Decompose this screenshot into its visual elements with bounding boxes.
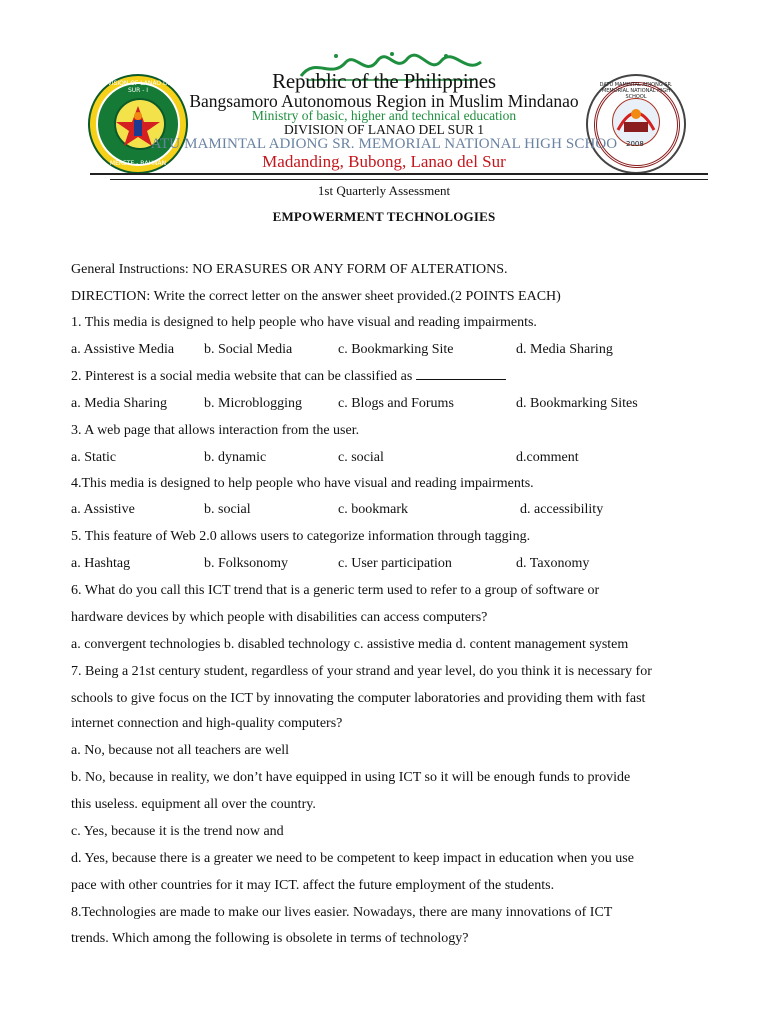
- question-3: 3. A web page that allows interaction from the user.: [71, 423, 360, 438]
- choice-1a: a. Assistive Media: [71, 342, 175, 357]
- subject-title: EMPOWERMENT TECHNOLOGIES: [272, 209, 496, 224]
- question-2-text: 2. Pinterest is a social media website that can be classified as: [71, 369, 413, 384]
- question-5: 5. This feature of Web 2.0 allows users to categorize information through tagging.: [71, 529, 531, 544]
- question-8-cont: trends. Which among the following is obsolete in terms of technology?: [71, 931, 469, 946]
- logo-arc-text: DATU MAMINTAL ADIONG SR. MEMORIAL NATIONAL HIGH SCHOOL: [599, 82, 673, 100]
- header-divider: [90, 173, 708, 175]
- ministry-heading: Ministry of basic, higher and technical education: [251, 108, 517, 123]
- question-6-cont: hardware devices by which people with disabilities can access computers?: [71, 610, 488, 625]
- logo-year: 2008: [626, 140, 644, 148]
- choice-3d: d.comment: [516, 450, 579, 465]
- choice-5c: c. User participation: [338, 556, 452, 571]
- question-7-cont: internet connection and high-quality computers?: [71, 716, 343, 731]
- choice-3a: a. Static: [71, 450, 117, 465]
- choice-2b: b. Microblogging: [204, 396, 302, 411]
- answer-blank: [416, 369, 506, 380]
- school-heading: ATU MAMINTAL ADIONG SR. MEMORIAL NATIONAL HIGH SCHOO: [150, 136, 618, 152]
- republic-heading: Republic of the Philippines: [272, 69, 496, 93]
- choice-1d: d. Media Sharing: [516, 342, 613, 357]
- direction: DIRECTION: Write the correct letter on the answer sheet provided.(2 POINTS EACH): [71, 289, 561, 304]
- choice-4c: c. bookmark: [338, 502, 408, 517]
- choice-2d: d. Bookmarking Sites: [516, 396, 638, 411]
- choice-5d: d. Taxonomy: [516, 556, 590, 571]
- division-heading: DIVISION OF LANAO DEL SUR 1: [283, 122, 485, 137]
- header-divider: [110, 179, 708, 180]
- choice-7b-cont: this useless. equipment all over the country.: [71, 797, 316, 812]
- choice-7a: a. No, because not all teachers are well: [71, 743, 290, 758]
- question-1: 1. This media is designed to help people who have visual and reading impairments.: [71, 315, 537, 330]
- choice-7b: b. No, because in reality, we don’t have equipped in using ICT so it will be enough funds to provide: [71, 770, 631, 785]
- choice-5a: a. Hashtag: [71, 556, 131, 571]
- choice-3c: c. social: [338, 450, 384, 465]
- choice-5b: b. Folksonomy: [204, 556, 289, 571]
- choice-2a: a. Media Sharing: [71, 396, 168, 411]
- question-6: 6. What do you call this ICT trend that is a generic term used to refer to a group of software or: [71, 583, 600, 598]
- logo-motto-text: MERETE - BAHNAN: [109, 160, 167, 167]
- general-instructions: General Instructions: NO ERASURES OR ANY FORM OF ALTERATIONS.: [71, 262, 508, 277]
- choice-1b: b. Social Media: [204, 342, 293, 357]
- choice-4b: b. social: [204, 502, 251, 517]
- question-4: 4.This media is designed to help people who have visual and reading impairments.: [71, 476, 534, 491]
- choice-4d: d. accessibility: [520, 502, 604, 517]
- choice-7d: d. Yes, because there is a greater we need to be competent to keep impact in education when you use: [71, 851, 634, 866]
- choices-6: a. convergent technologies b. disabled technology c. assistive media d. content management system: [71, 637, 629, 652]
- choice-2c: c. Blogs and Forums: [338, 396, 454, 411]
- address-heading: Madanding, Bubong, Lanao del Sur: [262, 152, 506, 171]
- choice-4a: a. Assistive: [71, 502, 135, 517]
- question-7-cont: schools to give focus on the ICT by innovating the computer laboratories and providing them with fast: [71, 691, 646, 706]
- region-heading: Bangsamoro Autonomous Region in Muslim Mindanao: [189, 91, 579, 111]
- choice-7c: c. Yes, because it is the trend now and: [71, 824, 284, 839]
- question-2: [71, 369, 506, 385]
- choice-1c: c. Bookmarking Site: [338, 342, 454, 357]
- question-8: 8.Technologies are made to make our lives easier. Nowadays, there are many innovations of ICT: [71, 905, 613, 920]
- question-7: 7. Being a 21st century student, regardless of your strand and year level, do you think it is necessary for: [71, 664, 652, 679]
- logo-arc-text: DIVISION OF LANAO DEL SUR - I: [101, 80, 175, 94]
- choice-3b: b. dynamic: [204, 450, 267, 465]
- quarter-label: 1st Quarterly Assessment: [317, 183, 451, 198]
- choice-7d-cont: pace with other countries for it may ICT. affect the future employment of the students.: [71, 878, 555, 893]
